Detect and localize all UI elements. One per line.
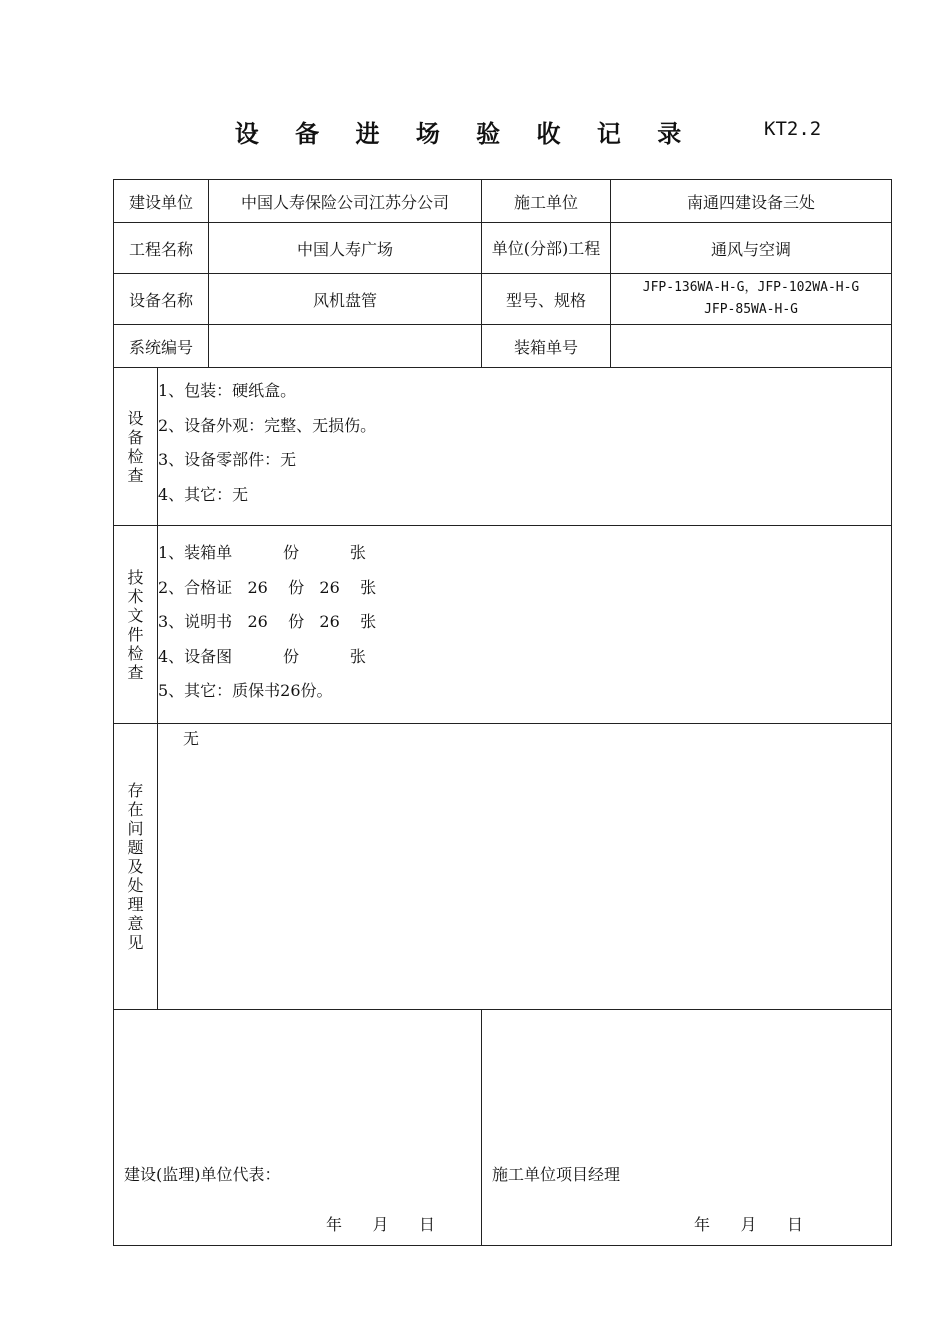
system-value [209,325,482,368]
contractor-signature-cell [482,1010,892,1246]
inspection-label: 设备检查 [127,408,144,485]
project-label: 工程名称 [114,223,209,274]
issues-content [158,724,892,1010]
issues-text: 无 [183,729,200,748]
model-value [611,274,892,325]
contractor-value: 南通四建设备三处 [611,180,892,223]
client-signature-cell [114,1010,482,1246]
documents-item: 5、其它：质保书26份。 [158,681,333,700]
contractor-signature-date: 年 月 日 [694,1215,804,1234]
client-signature-date: 年 月 日 [326,1215,436,1234]
documents-item: 1、装箱单 份 张 [158,543,366,562]
inspection-item: 4、其它：无 [158,484,249,504]
client-signature-label: 建设(监理)单位代表： [124,1165,281,1184]
equipment-value: 风机盘管 [209,274,482,325]
documents-label: 技术文件检查 [127,567,144,682]
form-code: KT2.2 [764,118,822,140]
page-title: 设 备 进 场 验 收 记 录 [234,119,696,148]
subproject-label: 单位(分部)工程 [482,223,611,274]
inspection-item: 2、设备外观：完整、无损伤。 [158,415,377,435]
packing-label: 装箱单号 [482,325,611,368]
client-label: 建设单位 [114,180,209,223]
system-label: 系统编号 [114,325,209,368]
subproject-value: 通风与空调 [611,223,892,274]
contractor-signature-label: 施工单位项目经理 [492,1165,621,1184]
acceptance-form-table [113,179,892,1246]
documents-content [158,526,892,724]
documents-section-label [114,526,158,724]
packing-value [611,325,892,368]
documents-item: 2、合格证 26 份 26 张 [158,577,377,597]
issues-section-label [114,724,158,1010]
contractor-label: 施工单位 [482,180,611,223]
model-value-line2: JFP-85WA-H-G [704,302,798,317]
documents-item: 3、说明书 26 份 26 张 [158,612,377,631]
inspection-content [158,368,892,526]
equipment-label: 设备名称 [114,274,209,325]
client-value: 中国人寿保险公司江苏分公司 [209,180,482,223]
model-value-line1: JFP-136WA-H-G，JFP-102WA-H-G [642,280,860,295]
model-label: 型号、规格 [482,274,611,325]
documents-item: 4、设备图 份 张 [158,646,366,666]
inspection-item: 1、包装：硬纸盒。 [158,381,297,400]
project-value: 中国人寿广场 [209,223,482,274]
issues-label: 存在问题及处理意见 [127,781,144,952]
inspection-item: 3、设备零部件：无 [158,450,297,469]
inspection-section-label [114,368,158,526]
